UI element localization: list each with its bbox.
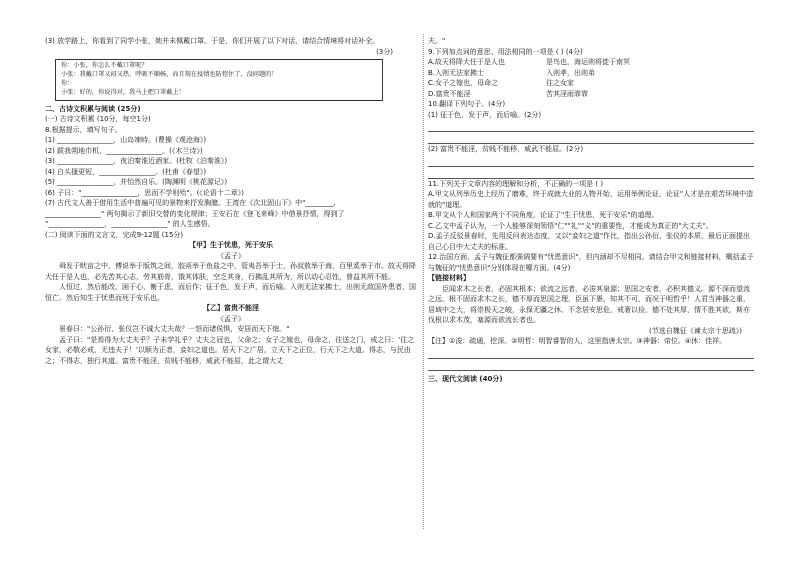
q9-option-a: B.入则无法家拂士 xyxy=(428,68,485,77)
dialog-line: 你： xyxy=(61,79,74,87)
note: 【注】①浚：疏通，挖深。②明哲：明智睿智的人，这里指唐太宗。③神器：帝位。④休：佳祥。 xyxy=(428,337,727,345)
q9-option-a: C.女子之嫁也，母命之 xyxy=(428,79,499,87)
q10-2: (2) 富贵不能淫，贫贱不能移，威武不能屈。(2分) xyxy=(428,145,584,153)
sub1-title: (一) 古诗文积累 (10分，每空1分) xyxy=(45,115,151,124)
fill-line: (6) 子曰："________________，思而不学则殆"。(《论语十二章》) xyxy=(45,188,245,197)
q7-intro: (3) 放学路上，你看到了同学小张，她并未佩戴口罩。于是，你们开展了以下对话，请结合情境将对话补全。 xyxy=(45,37,380,45)
link-text: 臣闻求木之长者，必固其根本；欲流之远者，必浚其泉源；思国之安者，必积其德义。源不深而望流之远，根不固而求木之长，德不厚而思国之理，臣虽下愚，知其不可，而况于明哲乎！人君当神器之重，居域中之大，将崇极天之峻，永保无疆之休。不念居安思危，戒奢以俭，德不处其厚，情不胜其欲，斯亦伐根以求木茂，塞源而欲流长者也。 xyxy=(428,284,750,324)
q11-option: A.甲文从列举历史上经历了磨难，终于成就大业的人物开始，运用举例论证，论证"人才是在艰苦环境中造就的"道理。 xyxy=(428,190,754,209)
q8-title: 8.根据提示，填写句子。 xyxy=(45,125,122,134)
q9-option-a: D.富贵不能淫 xyxy=(428,89,471,98)
fill-line: (4) 白头搔更短，________________。(杜甫《春望》) xyxy=(45,167,207,176)
q9-option-row xyxy=(428,57,754,68)
continued-text: 夫。" xyxy=(428,37,446,45)
answer-line[interactable] xyxy=(428,123,754,132)
section-3-title: 三、现代文阅读 (40分) xyxy=(428,374,503,383)
q8-7b: ________________" 两句揭示了新旧交替的变化规律；王安石在《登飞来峰》中借景抒情，得到了 xyxy=(45,209,345,218)
fill-line: (3) ________________，夜泊秦淮近酒家。(杜牧《泊秦淮》) xyxy=(45,157,228,166)
q11-title: 11.下列关于文章内容的理解和分析，不正确的一项是 ( ) xyxy=(428,179,604,188)
answer-line[interactable] xyxy=(428,135,754,144)
q11-option: C.乙文中孟子认为，一个人能够深刻领悟"仁""礼""义"的重要性，才能成为真正的"大丈夫"。 xyxy=(428,221,713,230)
answer-line[interactable] xyxy=(428,362,754,371)
link-title: 【链接材料】 xyxy=(428,274,470,282)
text-b-title: 【乙】富贵不能淫 xyxy=(203,304,259,313)
q9-option-b: 入则孝，出则弟 xyxy=(546,68,595,77)
dialog-line: 小张：好的，你说得对，我马上把口罩戴上！ xyxy=(61,88,185,96)
q9-option-b: 往之女家 xyxy=(546,79,574,87)
q9-option-a: A.故天将降大任于是人也 xyxy=(428,58,505,66)
text-b-para: 景春曰："公孙衍、张仪岂不诚大丈夫哉？一怒而诸侯惧，安居而天下熄。" xyxy=(59,325,290,334)
q12-title: 12.治国方面，孟子与魏征都强调要有"忧患意识"，但内涵却不尽相同。请结合甲文和链接材料，概括孟子与魏征的"忧患意识"分别体现在哪方面。(4分) xyxy=(428,253,754,272)
q9-option-row xyxy=(428,89,754,100)
dialog-line: 你：小张，你怎么不戴口罩呢？ xyxy=(61,62,148,69)
q8-7c: "________________，________________" 的人生感悟。 xyxy=(45,220,215,229)
q8-7a: (7) 古代文人善于借用生活中普遍可见的景物来抒发胸臆。王湾在《次北固山下》中"________, xyxy=(45,199,336,208)
fill-line: (2) 跋我朔地巾机，________________。(《木兰诗》) xyxy=(45,146,203,155)
text-a-para: 人恒过，然后能改，困于心，衡于虑，而后作；征于色，发于声，而后喻。入则无法家拂士，出则无敌国外患者，国恒亡。然后知生于忧患而死于安乐也。 xyxy=(45,283,416,302)
column-divider xyxy=(423,34,424,529)
answer-line[interactable] xyxy=(428,158,754,167)
right-column xyxy=(428,36,754,384)
text-b-author: 《孟子》 xyxy=(217,314,245,323)
section-2-title: 二、古诗文积累与阅读 (25分) xyxy=(45,104,141,113)
text-a-para: 舜发于畎亩之中，傅说举于版筑之间，胶鬲举于鱼盐之中，管夷吾举于士，孙叔敖举于海，百里奚举于市。故天将降大任于是人也，必先苦其心志，劳其筋骨，饿其体肤，空乏其身，行拂乱其所为，所以动心忍性，曾益其所不能。 xyxy=(45,262,416,281)
q9-option-b: 是鸟也，海运则将徙于南冥 xyxy=(546,58,630,66)
q11-option: B.甲文从个人和国家两个不同角度，论证了"生于忧患，死于安乐"的道理。 xyxy=(428,211,659,219)
answer-line[interactable] xyxy=(428,350,754,359)
fill-line: (5) ________________，并怡然自乐。(陶渊明《桃花源记》) xyxy=(45,178,228,187)
q9-title: 9.下列加点词的意思、用法相同的一项是 ( ) (4分) xyxy=(428,47,583,56)
q9-option-row xyxy=(428,68,754,79)
left-column xyxy=(45,36,417,366)
sub2-title: (二) 阅读下面的文言文，完成9-12题 (15分) xyxy=(45,230,184,239)
q10-title: 10.翻译下列句子。(4分) xyxy=(428,100,506,108)
q9-option-row xyxy=(428,78,754,89)
answer-line[interactable] xyxy=(428,170,754,179)
dialog-line: 小张：我戴口罩又闷又热，呼吸不顺畅，而且现在疫情也防控住了，没问题的！ xyxy=(61,70,278,78)
q7-score: (3分) xyxy=(376,47,393,56)
q9-option-b: 苦其淫雨霏霏 xyxy=(546,89,588,98)
dialog-box xyxy=(55,59,383,101)
text-a-title: 【甲】生于忧患，死于安乐 xyxy=(189,241,273,250)
text-a-author: 《孟子》 xyxy=(217,251,245,260)
fill-line: (1) ________________，山岛竦峙。(曹操《观沧海》) xyxy=(45,136,207,145)
text-b-para: 孟子曰："是焉得为大丈夫乎？子未学礼乎？丈夫之冠也，父命之；女子之嫁也，母命之，往送之门，戒之曰：'往之女家，必敬必戒，无违夫子！'以顺为正者，妾妇之道也。居天下之广居，立天下之正位，行天下之大道。得志，与民由之；不得志，独行其道。富贵不能淫，贫贱不能移，威武不能屈，此之谓大丈 xyxy=(45,335,415,365)
q10-1: (1) 征于色，发于声，而后喻。(2分) xyxy=(428,110,542,119)
q11-option: D.孟子反驳景春时，先用反问表达态度，又以"妾妇之道"作比，指出公孙衍、张仪的本质，最后正面提出自己心目中大丈夫的标准。 xyxy=(428,232,751,251)
link-source: (节选自魏征《谏太宗十思疏》) xyxy=(649,326,742,335)
